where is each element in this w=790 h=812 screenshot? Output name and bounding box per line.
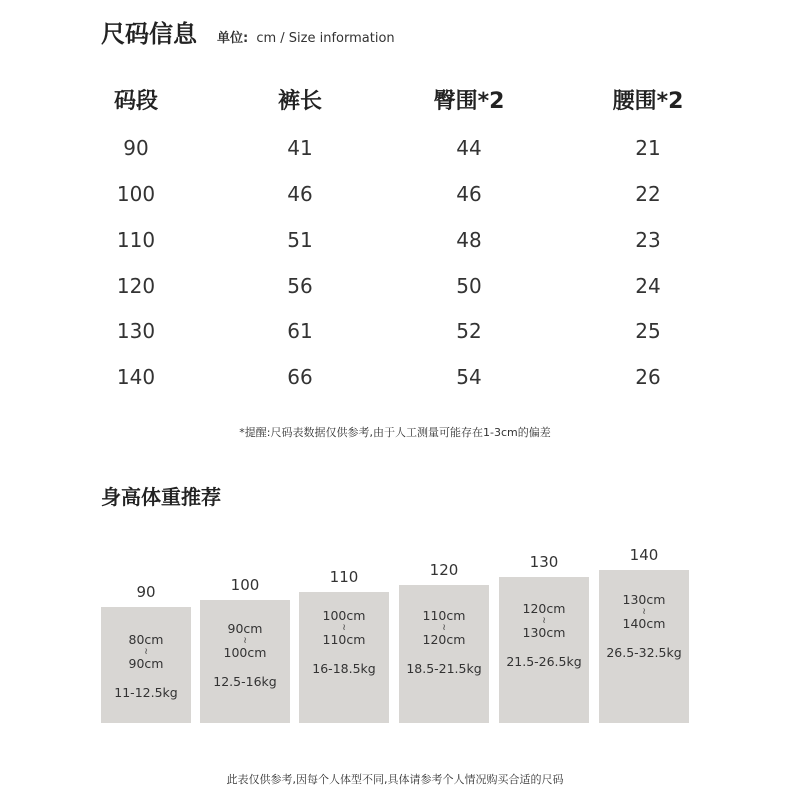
range-tilde: ≀ [542, 616, 546, 626]
measurement-note: *提醒:尺码表数据仅供参考,由于人工测量可能存在1-3cm的偏差 [239, 426, 551, 439]
column-header: 裤长 [277, 89, 322, 114]
column-header: 码段 [113, 89, 158, 114]
unit-label: 单位: [217, 31, 249, 46]
table-cell: 21 [635, 136, 661, 160]
unit-value: cm [256, 31, 277, 46]
weight-range: 21.5-26.5kg [506, 654, 582, 669]
table-cell: 110 [116, 228, 156, 252]
recommend-box-content [599, 593, 689, 660]
recommend-box [399, 585, 489, 723]
height-to: 100cm [223, 645, 267, 660]
height-from: 90cm [227, 621, 263, 636]
table-cell: 48 [456, 228, 482, 252]
table-cell: 54 [456, 365, 482, 389]
recommend-box-content [499, 602, 589, 669]
column-header: 腰围*2 [612, 89, 684, 114]
range-tilde: ≀ [144, 647, 148, 657]
recommend-box-content [101, 633, 191, 700]
weight-range: 12.5-16kg [213, 674, 277, 689]
weight-range: 26.5-32.5kg [606, 645, 682, 660]
size-label: 130 [529, 553, 559, 571]
table-cell: 24 [635, 274, 661, 298]
height-from: 130cm [622, 592, 666, 607]
recommend-box [499, 577, 589, 723]
table-cell: 90 [123, 136, 149, 160]
weight-range: 11-12.5kg [114, 685, 178, 700]
table-cell: 100 [116, 182, 156, 206]
table-cell: 120 [116, 274, 156, 298]
recommend-box-content [299, 609, 389, 676]
size-label: 140 [629, 546, 659, 564]
height-from: 120cm [522, 601, 566, 616]
size-label: 110 [329, 568, 359, 586]
recommend-box [299, 592, 389, 723]
table-cell: 130 [116, 319, 156, 343]
column-header: 臀围*2 [433, 89, 505, 114]
unit-english: / Size information [280, 31, 395, 46]
page-title: 尺码信息 [101, 20, 197, 48]
table-cell: 26 [635, 365, 661, 389]
table-cell: 140 [116, 365, 156, 389]
range-tilde: ≀ [243, 636, 247, 646]
height-to: 120cm [422, 632, 466, 647]
height-to: 140cm [622, 616, 666, 631]
table-cell: 46 [287, 182, 313, 206]
size-label: 100 [230, 576, 260, 594]
size-label: 90 [136, 583, 156, 601]
recommend-box [101, 607, 191, 723]
table-cell: 46 [456, 182, 482, 206]
weight-range: 18.5-21.5kg [406, 661, 482, 676]
table-cell: 41 [287, 136, 313, 160]
height-to: 90cm [128, 656, 164, 671]
size-label: 120 [429, 561, 459, 579]
table-cell: 22 [635, 182, 661, 206]
range-tilde: ≀ [342, 623, 346, 633]
height-from: 110cm [422, 608, 466, 623]
table-cell: 52 [456, 319, 482, 343]
range-tilde: ≀ [442, 623, 446, 633]
recommend-title: 身高体重推荐 [101, 485, 221, 509]
table-cell: 66 [287, 365, 313, 389]
weight-range: 16-18.5kg [312, 661, 376, 676]
unit-info [217, 27, 395, 46]
recommend-box-content [200, 622, 290, 689]
height-to: 130cm [522, 625, 566, 640]
table-cell: 23 [635, 228, 661, 252]
height-from: 80cm [128, 632, 164, 647]
table-cell: 56 [287, 274, 313, 298]
table-cell: 25 [635, 319, 661, 343]
table-cell: 51 [287, 228, 313, 252]
recommend-box [599, 570, 689, 723]
table-cell: 50 [456, 274, 482, 298]
height-from: 100cm [322, 608, 366, 623]
table-cell: 61 [287, 319, 313, 343]
recommend-box-content [399, 609, 489, 676]
table-cell: 44 [456, 136, 482, 160]
footer-note: 此表仅供参考,因每个人体型不同,具体请参考个人情况购买合适的尺码 [226, 773, 564, 786]
recommend-box [200, 600, 290, 723]
range-tilde: ≀ [642, 607, 646, 617]
height-to: 110cm [322, 632, 366, 647]
